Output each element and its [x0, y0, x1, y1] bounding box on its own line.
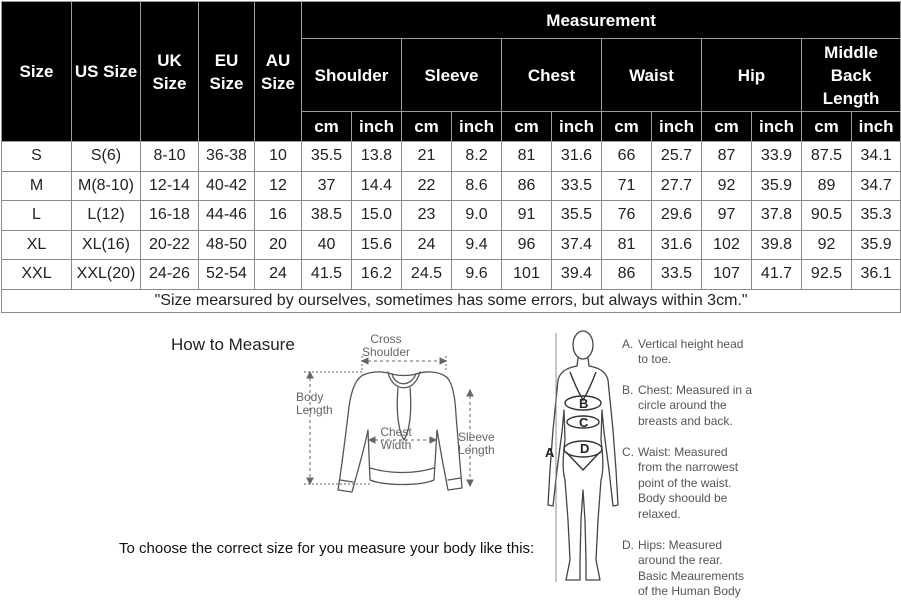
table-cell: 20-22 — [141, 230, 199, 260]
table-cell: 97 — [702, 201, 752, 231]
table-cell: 87.5 — [802, 142, 852, 172]
table-cell: 89 — [802, 171, 852, 201]
table-cell: 21 — [402, 142, 452, 172]
table-cell: 12-14 — [141, 171, 199, 201]
header-us-size: US Size — [72, 2, 141, 142]
table-cell: 8.6 — [452, 171, 502, 201]
table-cell: 25.7 — [652, 142, 702, 172]
legend-item-a: A. Vertical height head to toe. — [622, 337, 744, 367]
table-cell: 35.9 — [852, 230, 901, 260]
table-cell: 34.1 — [852, 142, 901, 172]
table-cell: 48-50 — [199, 230, 255, 260]
table-cell: 37.4 — [552, 230, 602, 260]
table-cell: 36.1 — [852, 260, 901, 290]
body-letter-c: C — [579, 415, 589, 430]
table-cell: 10 — [255, 142, 302, 172]
header-unit-inch: inch — [552, 112, 602, 142]
table-cell: 96 — [502, 230, 552, 260]
table-cell: 13.8 — [352, 142, 402, 172]
table-cell: 92.5 — [802, 260, 852, 290]
table-cell: 44-46 — [199, 201, 255, 231]
table-cell: 102 — [702, 230, 752, 260]
table-cell: 90.5 — [802, 201, 852, 231]
header-hip: Hip — [702, 39, 802, 112]
header-au-size: AU Size — [255, 2, 302, 142]
legend-item-b: B. Chest: Measured in a circle around the breasts and back. — [622, 383, 753, 428]
table-cell: 52-54 — [199, 260, 255, 290]
table-cell: 81 — [502, 142, 552, 172]
header-unit-cm: cm — [602, 112, 652, 142]
table-cell: 12 — [255, 171, 302, 201]
table-cell: 16.2 — [352, 260, 402, 290]
table-cell: 16-18 — [141, 201, 199, 231]
table-cell: 35.9 — [752, 171, 802, 201]
table-cell: 39.4 — [552, 260, 602, 290]
table-cell: 101 — [502, 260, 552, 290]
legend-item-c: C. Waist: Measured from the narrowest point of the waist. Body shoould be relaxed. — [622, 445, 739, 521]
table-cell: 92 — [702, 171, 752, 201]
body-length-label: Body Length — [296, 390, 333, 417]
header-unit-cm: cm — [402, 112, 452, 142]
header-unit-inch: inch — [452, 112, 502, 142]
table-cell: 23 — [402, 201, 452, 231]
table-cell: 41.5 — [302, 260, 352, 290]
table-cell: 9.0 — [452, 201, 502, 231]
table-cell: XL — [2, 230, 72, 260]
table-cell: XL(16) — [72, 230, 141, 260]
header-uk-size: UK Size — [141, 2, 199, 142]
table-cell: 35.5 — [552, 201, 602, 231]
header-unit-cm: cm — [502, 112, 552, 142]
measurement-note: "Size mearsured by ourselves, sometimes has some errors, but always within 3cm." — [2, 289, 901, 312]
table-cell: 27.7 — [652, 171, 702, 201]
header-unit-cm: cm — [702, 112, 752, 142]
table-cell: XXL — [2, 260, 72, 290]
table-cell: 37 — [302, 171, 352, 201]
table-cell: S(6) — [72, 142, 141, 172]
table-cell: M — [2, 171, 72, 201]
table-cell: 86 — [602, 260, 652, 290]
chest-width-label: Chest Width — [380, 425, 412, 452]
header-chest: Chest — [502, 39, 602, 112]
header-eu-size: EU Size — [199, 2, 255, 142]
table-cell: 24 — [402, 230, 452, 260]
body-letter-d: D — [580, 441, 590, 456]
table-cell: 39.8 — [752, 230, 802, 260]
table-cell: 40 — [302, 230, 352, 260]
table-cell: 14.4 — [352, 171, 402, 201]
header-unit-inch: inch — [752, 112, 802, 142]
table-cell: 31.6 — [652, 230, 702, 260]
table-cell: 8.2 — [452, 142, 502, 172]
body-letter-a: A — [545, 445, 555, 460]
table-cell: 66 — [602, 142, 652, 172]
table-cell: 33.9 — [752, 142, 802, 172]
table-cell: 40-42 — [199, 171, 255, 201]
header-unit-cm: cm — [302, 112, 352, 142]
table-cell: 36-38 — [199, 142, 255, 172]
table-cell: 107 — [702, 260, 752, 290]
header-unit-inch: inch — [652, 112, 702, 142]
table-cell: 9.6 — [452, 260, 502, 290]
header-size: Size — [2, 2, 72, 142]
table-cell: 92 — [802, 230, 852, 260]
table-cell: XXL(20) — [72, 260, 141, 290]
choose-size-instruction: To choose the correct size for you measure your body like this: — [119, 540, 535, 557]
table-cell: 86 — [502, 171, 552, 201]
table-cell: 15.6 — [352, 230, 402, 260]
table-cell: 33.5 — [652, 260, 702, 290]
table-cell: 87 — [702, 142, 752, 172]
cross-shoulder-label: Cross Shoulder — [361, 332, 411, 359]
header-middle-back-length: Middle Back Length — [802, 39, 901, 112]
table-cell: 9.4 — [452, 230, 502, 260]
table-cell: 81 — [602, 230, 652, 260]
table-cell: 35.5 — [302, 142, 352, 172]
legend-item-d: D. Hips: Measured around the rear. Basic Meaurements of the Human Body — [622, 538, 745, 599]
table-cell: S — [2, 142, 72, 172]
body-letter-b: B — [579, 396, 589, 411]
table-cell: 24.5 — [402, 260, 452, 290]
header-shoulder: Shoulder — [302, 39, 402, 112]
table-cell: 20 — [255, 230, 302, 260]
table-cell: 38.5 — [302, 201, 352, 231]
table-cell: 29.6 — [652, 201, 702, 231]
table-cell: 91 — [502, 201, 552, 231]
header-unit-inch: inch — [852, 112, 901, 142]
table-cell: L — [2, 201, 72, 231]
header-unit-cm: cm — [802, 112, 852, 142]
header-measurement: Measurement — [302, 2, 901, 39]
table-cell: 33.5 — [552, 171, 602, 201]
table-cell: L(12) — [72, 201, 141, 231]
how-to-measure-title: How to Measure — [171, 335, 295, 354]
sleeve-length-label: Sleeve Length — [458, 430, 495, 457]
table-cell: 15.0 — [352, 201, 402, 231]
table-cell: 41.7 — [752, 260, 802, 290]
table-cell: M(8-10) — [72, 171, 141, 201]
table-cell: 71 — [602, 171, 652, 201]
table-cell: 24 — [255, 260, 302, 290]
table-cell: 31.6 — [552, 142, 602, 172]
table-cell: 35.3 — [852, 201, 901, 231]
header-sleeve: Sleeve — [402, 39, 502, 112]
table-cell: 37.8 — [752, 201, 802, 231]
table-cell: 22 — [402, 171, 452, 201]
table-cell: 76 — [602, 201, 652, 231]
header-waist: Waist — [602, 39, 702, 112]
header-unit-inch: inch — [352, 112, 402, 142]
table-cell: 16 — [255, 201, 302, 231]
table-cell: 34.7 — [852, 171, 901, 201]
table-cell: 24-26 — [141, 260, 199, 290]
table-cell: 8-10 — [141, 142, 199, 172]
